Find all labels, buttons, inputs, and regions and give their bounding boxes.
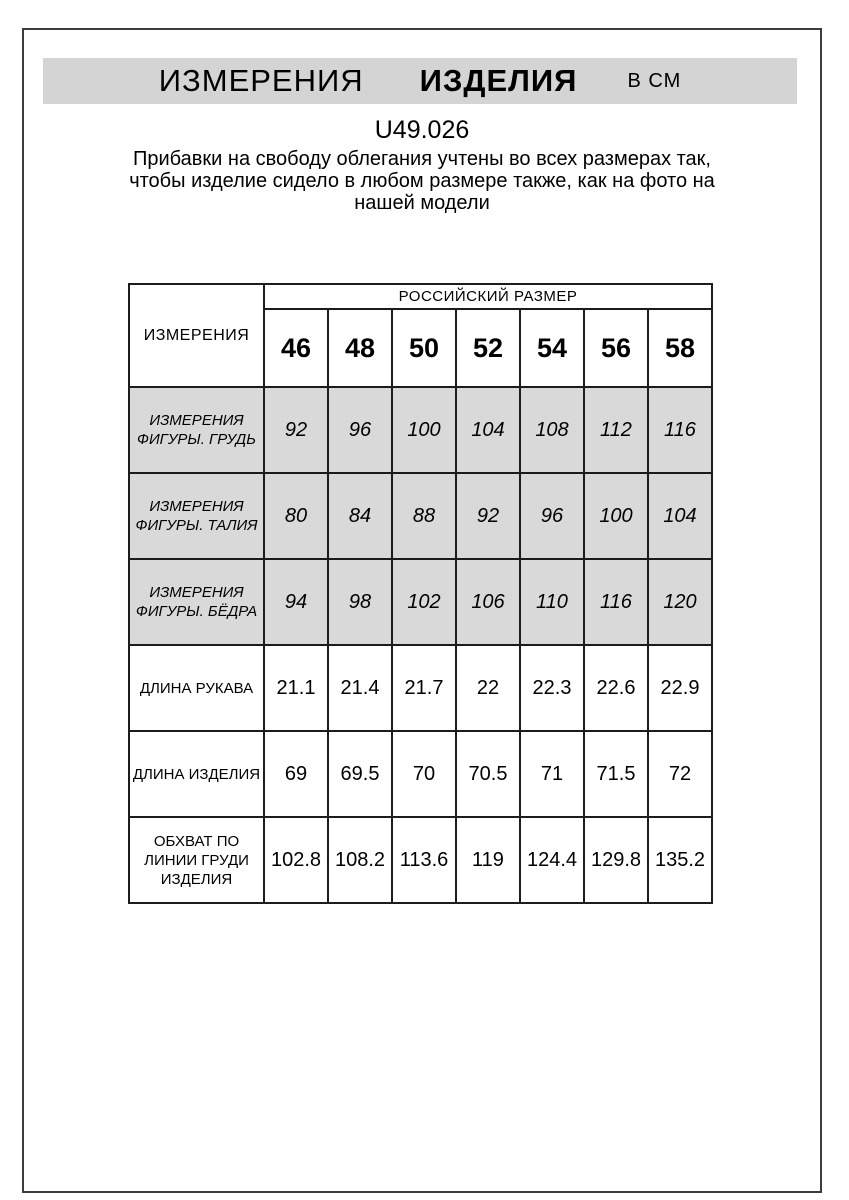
table-header-row: [129, 284, 712, 309]
row-label: ДЛИНА РУКАВА: [129, 645, 264, 731]
value-cell: 21.1: [264, 645, 328, 731]
table-row-figure-chest: [129, 387, 712, 473]
value-cell: 102: [392, 559, 456, 645]
fit-note-line: чтобы изделие сидело в любом размере также, как на фото на: [129, 170, 715, 192]
value-cell: 108.2: [328, 817, 392, 903]
value-cell: 116: [584, 559, 648, 645]
size-table: [128, 283, 713, 904]
size-group-header-cell: РОССИЙСКИЙ РАЗМЕР: [264, 284, 712, 309]
value-cell: 22.3: [520, 645, 584, 731]
row-label: ИЗМЕРЕНИЯ ФИГУРЫ. ГРУДЬ: [129, 387, 264, 473]
value-cell: 112: [584, 387, 648, 473]
title-bar: [43, 58, 797, 104]
value-cell: 71: [520, 731, 584, 817]
value-cell: 21.7: [392, 645, 456, 731]
title-measurements: ИЗМЕРЕНИЯ: [158, 63, 364, 98]
size-cell: 52: [456, 309, 520, 387]
value-cell: 104: [648, 473, 712, 559]
size-cell: 48: [328, 309, 392, 387]
table-row-sleeve-length: [129, 645, 712, 731]
value-cell: 116: [648, 387, 712, 473]
row-label: ИЗМЕРЕНИЯ ФИГУРЫ. ТАЛИЯ: [129, 473, 264, 559]
value-cell: 98: [328, 559, 392, 645]
fit-note-line: Прибавки на свободу облегания учтены во всех размерах так,: [133, 148, 711, 170]
value-cell: 94: [264, 559, 328, 645]
row-label: ОБХВАТ ПО ЛИНИИ ГРУДИ ИЗДЕЛИЯ: [129, 817, 264, 903]
title-product: ИЗДЕЛИЯ: [419, 63, 578, 98]
value-cell: 21.4: [328, 645, 392, 731]
value-cell: 96: [328, 387, 392, 473]
size-cell: 50: [392, 309, 456, 387]
value-cell: 135.2: [648, 817, 712, 903]
value-cell: 108: [520, 387, 584, 473]
row-label: ДЛИНА ИЗДЕЛИЯ: [129, 731, 264, 817]
fit-note: [24, 148, 820, 214]
value-cell: 22.9: [648, 645, 712, 731]
title-unit-cm: В СМ: [627, 69, 682, 92]
value-cell: 100: [584, 473, 648, 559]
value-cell: 88: [392, 473, 456, 559]
value-cell: 110: [520, 559, 584, 645]
value-cell: 92: [456, 473, 520, 559]
value-cell: 100: [392, 387, 456, 473]
value-cell: 22.6: [584, 645, 648, 731]
row-label: ИЗМЕРЕНИЯ ФИГУРЫ. БЁДРА: [129, 559, 264, 645]
value-cell: 106: [456, 559, 520, 645]
page-frame: [22, 28, 822, 1193]
value-cell: 102.8: [264, 817, 328, 903]
table-row-figure-waist: [129, 473, 712, 559]
value-cell: 119: [456, 817, 520, 903]
value-cell: 72: [648, 731, 712, 817]
size-cell: 56: [584, 309, 648, 387]
value-cell: 104: [456, 387, 520, 473]
table-row-figure-hips: [129, 559, 712, 645]
value-cell: 80: [264, 473, 328, 559]
value-cell: 69: [264, 731, 328, 817]
value-cell: 120: [648, 559, 712, 645]
size-cell: 58: [648, 309, 712, 387]
product-code: U49.026: [374, 116, 470, 144]
table-row-chest-girth-item: [129, 817, 712, 903]
size-cell: 54: [520, 309, 584, 387]
fit-note-line: нашей модели: [354, 192, 490, 214]
table-row-item-length: [129, 731, 712, 817]
value-cell: 70: [392, 731, 456, 817]
value-cell: 96: [520, 473, 584, 559]
corner-header-cell: ИЗМЕРЕНИЯ: [129, 284, 264, 387]
value-cell: 113.6: [392, 817, 456, 903]
value-cell: 22: [456, 645, 520, 731]
value-cell: 69.5: [328, 731, 392, 817]
size-cell: 46: [264, 309, 328, 387]
value-cell: 84: [328, 473, 392, 559]
value-cell: 71.5: [584, 731, 648, 817]
value-cell: 92: [264, 387, 328, 473]
value-cell: 70.5: [456, 731, 520, 817]
value-cell: 124.4: [520, 817, 584, 903]
value-cell: 129.8: [584, 817, 648, 903]
